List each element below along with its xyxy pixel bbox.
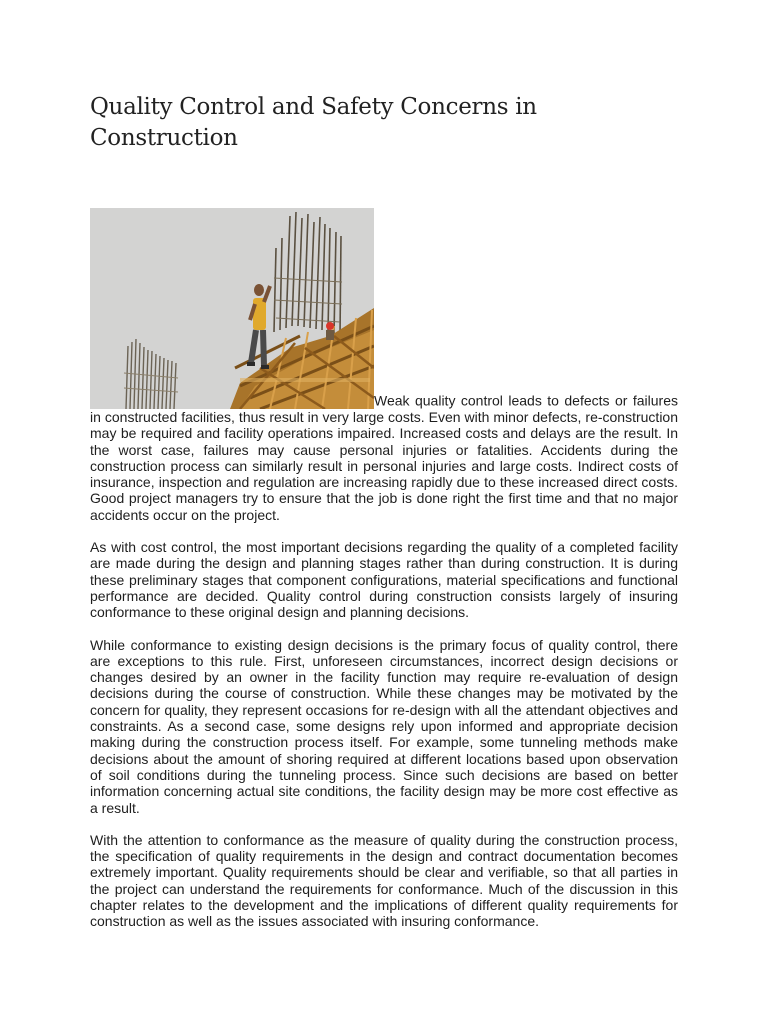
article-body xyxy=(90,208,678,946)
page-title: Quality Control and Safety Concerns in Construction xyxy=(90,94,537,151)
paragraph-4: With the attention to conformance as the measure of quality during the construction process, the specification of quality requirements in the design and contract documentation becomes extremely important. Quality requirements should be clear and verifiable, so that all parties in the project can understand the requirements for conformance. Much of the discussion in this chapter relates to the development and the implications of different quality requirements for construction as well as the issues associated with insuring conformance. xyxy=(90,831,678,930)
paragraph-1-text: Weak quality control leads to defects or failures in constructed facilities, thus result in very large costs. Even with minor defects, re-construction may be required and facility operations impaired. Increased costs and delays are the result. In the worst case, failures may cause personal injuries or fatalities. Accidents during the construction process can similarly result in personal injuries and large costs. Indirect costs of insurance, inspection and regulation are increasing rapidly due to these increased direct costs. Good project managers try to ensure that the job is done right the first time and that no major accidents occur on the project. xyxy=(90,392,678,523)
paragraph-1 xyxy=(90,208,678,523)
construction-worker-photo xyxy=(90,208,374,409)
paragraph-2: As with cost control, the most important decisions regarding the quality of a completed facility are made during the design and planning stages rather than during construction. It is during these preliminary stages that component configurations, material specifications and functional performance are decided. Quality control during construction consists largely of insuring conformance to these original design and planning decisions. xyxy=(90,539,678,621)
paragraph-3: While conformance to existing design decisions is the primary focus of quality control, there are exceptions to this rule. First, unforeseen circumstances, incorrect design decisions or changes desired by an owner in the facility function may require re-evaluation of design decisions during the course of construction. While these changes may be motivated by the concern for quality, they represent occasions for re-design with all the attendant objectives and constraints. As a second case, some designs rely upon informed and appropriate decision making during the construction process itself. For example, some tunneling methods make decisions about the amount of shoring required at different locations based upon observation of soil conditions during the tunneling process. Since such decisions are based on better information concerning actual site conditions, the facility design may be more cost effective as a result. xyxy=(90,636,678,816)
